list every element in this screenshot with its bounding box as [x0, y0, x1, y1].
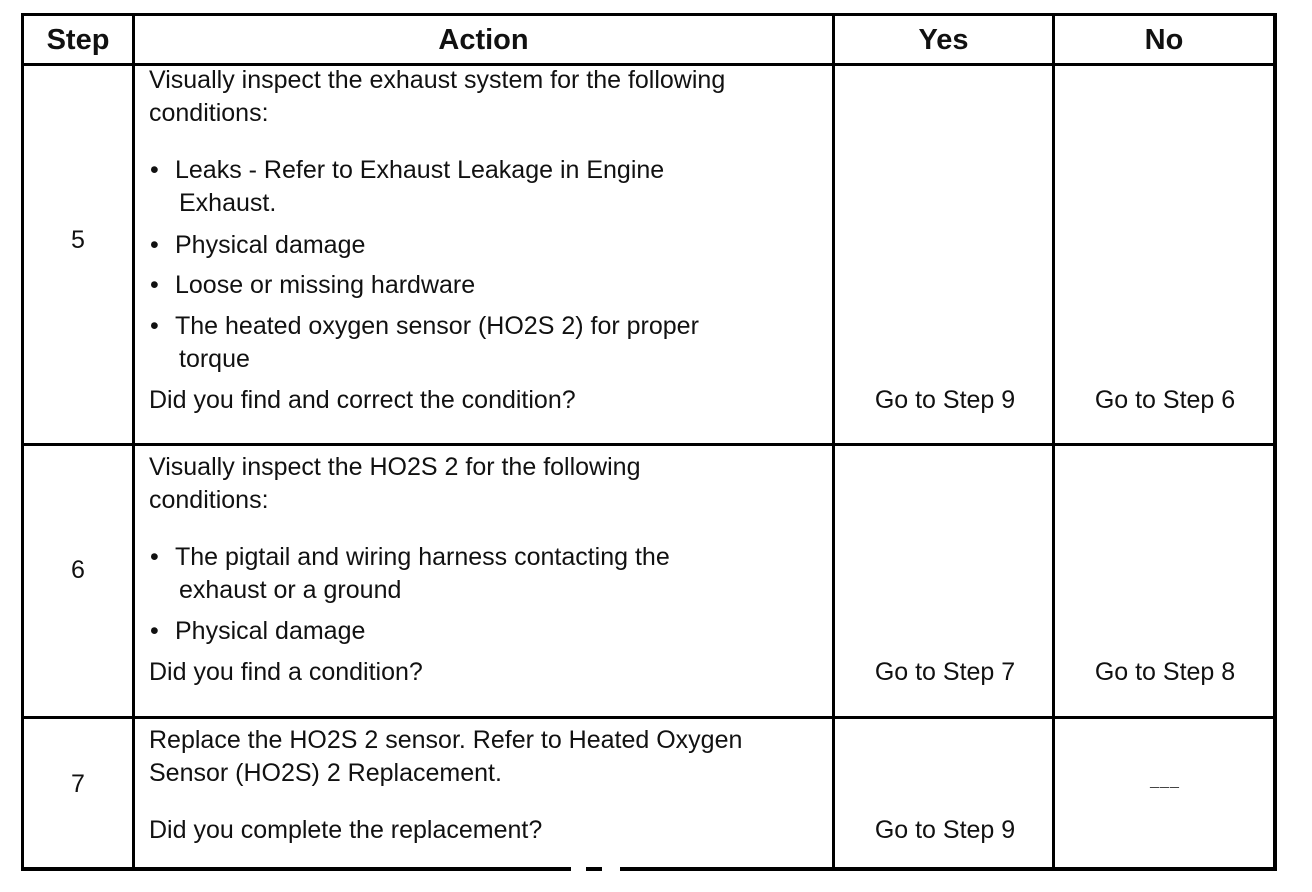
yes-result: Go to Step 9: [874, 386, 1016, 414]
no-result: Go to Step 6: [1094, 386, 1236, 414]
bullet-dot: •: [150, 271, 159, 299]
step-number: 7: [71, 770, 85, 798]
bullet-text: Loose or missing hardware: [175, 271, 476, 299]
action-question: Did you find and correct the condition?: [149, 386, 576, 414]
grid-line: [21, 716, 1277, 719]
header-step: Step: [46, 23, 110, 56]
step-number: 6: [71, 556, 85, 584]
grid-line: [1052, 13, 1055, 871]
action-question: Did you complete the replacement?: [149, 816, 543, 844]
header-action: Action: [438, 23, 529, 56]
no-result: ___: [1150, 772, 1180, 789]
action-intro: conditions:: [149, 99, 269, 127]
bullet-text: The heated oxygen sensor (HO2S 2) for proper: [175, 312, 699, 340]
bullet-text: exhaust or a ground: [179, 576, 402, 604]
grid-line: [1273, 13, 1277, 871]
header-no: No: [1144, 23, 1184, 56]
bullet-text: torque: [179, 345, 250, 373]
bullet-text: Physical damage: [175, 231, 366, 259]
yes-result: Go to Step 9: [874, 816, 1016, 844]
bullet-text: Physical damage: [175, 617, 366, 645]
step-number: 5: [71, 226, 85, 254]
bullet-dot: •: [150, 543, 159, 571]
grid-line: [586, 867, 602, 871]
grid-line: [620, 867, 1277, 871]
bullet-text: Leaks - Refer to Exhaust Leakage in Engine: [175, 156, 665, 184]
bullet-dot: •: [150, 231, 159, 259]
bullet-dot: •: [150, 617, 159, 645]
header-yes: Yes: [918, 23, 969, 56]
action-intro: Visually inspect the exhaust system for the following: [149, 66, 726, 94]
no-result: Go to Step 8: [1094, 658, 1236, 686]
action-intro: Visually inspect the HO2S 2 for the following: [149, 453, 641, 481]
bullet-text: Exhaust.: [179, 189, 277, 217]
bullet-dot: •: [150, 312, 159, 340]
bullet-text: The pigtail and wiring harness contacting the: [175, 543, 670, 571]
grid-line: [21, 867, 571, 871]
action-question: Did you find a condition?: [149, 658, 423, 686]
action-intro: Sensor (HO2S) 2 Replacement.: [149, 759, 502, 787]
action-intro: conditions:: [149, 486, 269, 514]
grid-line: [21, 443, 1277, 446]
grid-line: [832, 13, 835, 871]
bullet-dot: •: [150, 156, 159, 184]
grid-line: [21, 13, 24, 871]
yes-result: Go to Step 7: [874, 658, 1016, 686]
action-intro: Replace the HO2S 2 sensor. Refer to Heated Oxygen: [149, 726, 743, 754]
grid-line: [132, 13, 135, 871]
